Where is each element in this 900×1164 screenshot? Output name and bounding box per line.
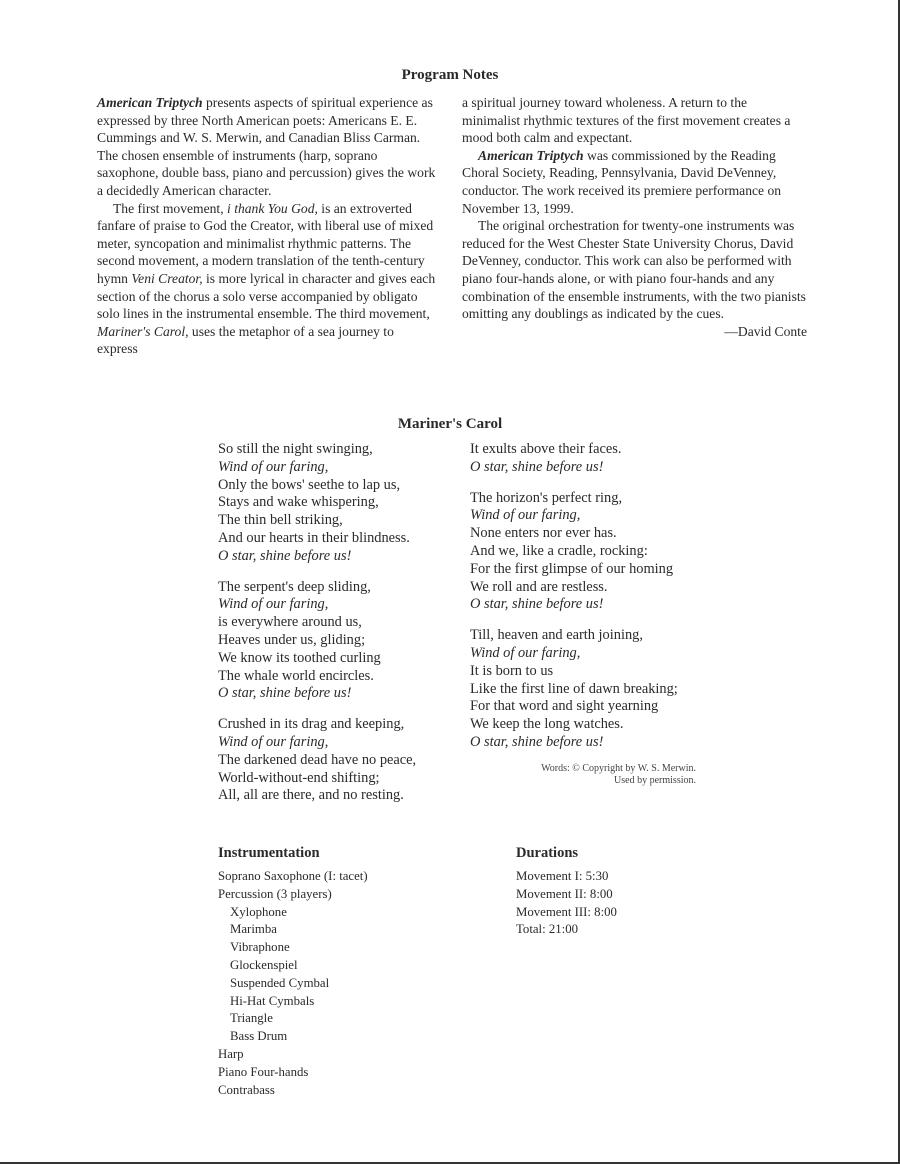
notes-text: uses the metaphor of a sea journey to express [97,323,394,357]
poem-line: Like the first line of dawn breaking; [470,680,678,697]
poem-line: For that word and sight yearning [470,698,659,715]
poem-refrain: O star, shine before us! [470,458,604,475]
program-notes-right-column [462,94,807,340]
instrumentation-list [218,868,458,1099]
movement-title: i thank You God, [227,200,318,216]
poem-line: Heaves under us, gliding; [218,631,366,648]
instrument-item: Contrabass [218,1082,275,1097]
percussion-instrument-item: Vibraphone [230,940,290,955]
credit-line: Used by permission. [614,775,696,786]
poem-line: All, all are there, and no resting. [218,787,404,804]
poem-line: The thin bell striking, [218,512,343,529]
notes-text: is more lyrical in character and gives each section of the chorus a solo verse accompanied by obligato solo lines in the instrumental ensemble. The third movement, [97,270,436,322]
notes-text: was commissioned by the Reading Choral Society, Reading, Pennsylvania, David DeVenney, conductor. The work received its premiere performance on November 13, 1999. [462,147,782,216]
poem-line: Crushed in its drag and keeping, [218,716,405,733]
percussion-instrument-item: Suspended Cymbal [230,975,330,990]
poem-title: Mariner's Carol [397,416,503,432]
poem-refrain: Wind of our faring, [218,596,329,613]
movement-title: Veni Creator, [131,270,203,286]
poem-line: World-without-end shifting; [218,769,380,786]
poem-refrain: O star, shine before us! [470,596,604,613]
program-notes-title: Program Notes [401,67,499,83]
instrument-item: Percussion (3 players) [218,886,332,901]
poem-stanza-4 [470,490,710,615]
poem-line: It exults above their faces. [470,441,622,457]
percussion-instrument-item: Xylophone [230,904,287,919]
poem-line: And our hearts in their blindness. [218,529,410,546]
poem-line: We keep the long watches. [470,716,624,733]
poem-line: The serpent's deep sliding, [218,578,371,595]
poem-line: The darkened dead have no peace, [218,751,417,768]
instrumentation-title: Instrumentation [218,845,320,861]
poem-right-column [470,441,710,765]
poem-line: We know its toothed curling [218,649,381,666]
poem-refrain: Wind of our faring, [218,458,329,475]
percussion-instrument-item: Glockenspiel [230,957,298,972]
notes-text: presents aspects of spiritual experience as expressed by three North American poets: Americans E. E. Cummings and W. S. Merwin, and Canadian Bliss Carman. The chosen ensemble of instruments (harp, soprano saxophone, double bass, piano and percussion) gives the work a decidedly American character. [97,95,436,198]
poem-refrain: O star, shine before us! [470,733,604,750]
movement-title: Mariner's Carol, [97,323,189,339]
instrument-item: Harp [218,1046,244,1061]
poem-stanza-1 [218,441,468,566]
notes-paragraph-1 [97,94,437,200]
duration-item: Movement I: 5:30 [516,869,609,883]
duration-item: Movement II: 8:00 [516,886,613,901]
poem-stanza-3 [218,716,468,805]
durations-list [516,868,716,939]
poem-line: Only the bows' seethe to lap us, [218,476,401,493]
notes-signoff: —David Conte [724,323,807,339]
percussion-instrument-item: Triangle [230,1011,273,1026]
percussion-instrument-item: Bass Drum [230,1029,288,1044]
poem-refrain: O star, shine before us! [218,547,352,564]
notes-text: is an extroverted fanfare of praise to God the Creator, with liberal use of mixed meter, syncopation and minimalist rhythmic patterns. The second movement, a modern translation of the tenth-century hymn [97,200,434,286]
notes-paragraph-5: The original orchestration for twenty-one instruments was reduced for the West Chester State University Chorus, David DeVenney, conductor. This work can also be performed with piano four-hands alone, or with piano four-hands and any combination of the ensemble instruments, with the two pianists omitting any doublings as indicated by the cues. [462,218,806,322]
notes-paragraph-2 [97,200,437,358]
poem-stanza-5 [470,627,710,752]
instrument-item: Piano Four-hands [218,1064,309,1079]
copyright-credit [500,763,696,787]
poem-line: The whale world encircles. [218,667,374,684]
percussion-instrument-item: Marimba [230,922,277,937]
credit-line: Words: © Copyright by W. S. Merwin. [541,763,696,774]
poem-line: Till, heaven and earth joining, [470,627,643,644]
poem-line: And we, like a cradle, rocking: [470,542,648,559]
poem-stanza-2 [218,579,468,704]
poem-left-column [218,441,468,818]
poem-line: The horizon's perfect ring, [470,489,623,506]
poem-refrain: Wind of our faring, [218,733,329,750]
durations-title: Durations [516,845,579,861]
instrument-item: Soprano Saxophone (I: tacet) [218,869,368,883]
poem-line: It is born to us [470,662,554,679]
poem-refrain: Wind of our faring, [470,644,581,661]
notes-paragraph-3: a spiritual journey toward wholeness. A return to the minimalist rhythmic textures of the first movement creates a mood both calm and expectant. [462,95,791,146]
duration-item: Total: 21:00 [516,922,579,937]
poem-refrain: O star, shine before us! [218,685,352,702]
poem-stanza-3-continued [470,441,710,477]
notes-text: The first movement, [113,200,228,216]
notes-paragraph-4 [462,147,807,217]
program-notes-left-column [97,94,437,358]
poem-line: So still the night swinging, [218,441,373,457]
poem-line: None enters nor ever has. [470,525,617,542]
poem-refrain: Wind of our faring, [470,507,581,524]
poem-line: Stays and wake whispering, [218,494,379,511]
percussion-instrument-item: Hi-Hat Cymbals [230,993,315,1008]
work-title: American Triptych [97,95,203,110]
work-title: American Triptych [478,147,584,163]
poem-line: For the first glimpse of our homing [470,560,674,577]
duration-item: Movement III: 8:00 [516,904,617,919]
poem-line: is everywhere around us, [218,614,362,631]
poem-line: We roll and are restless. [470,578,608,595]
